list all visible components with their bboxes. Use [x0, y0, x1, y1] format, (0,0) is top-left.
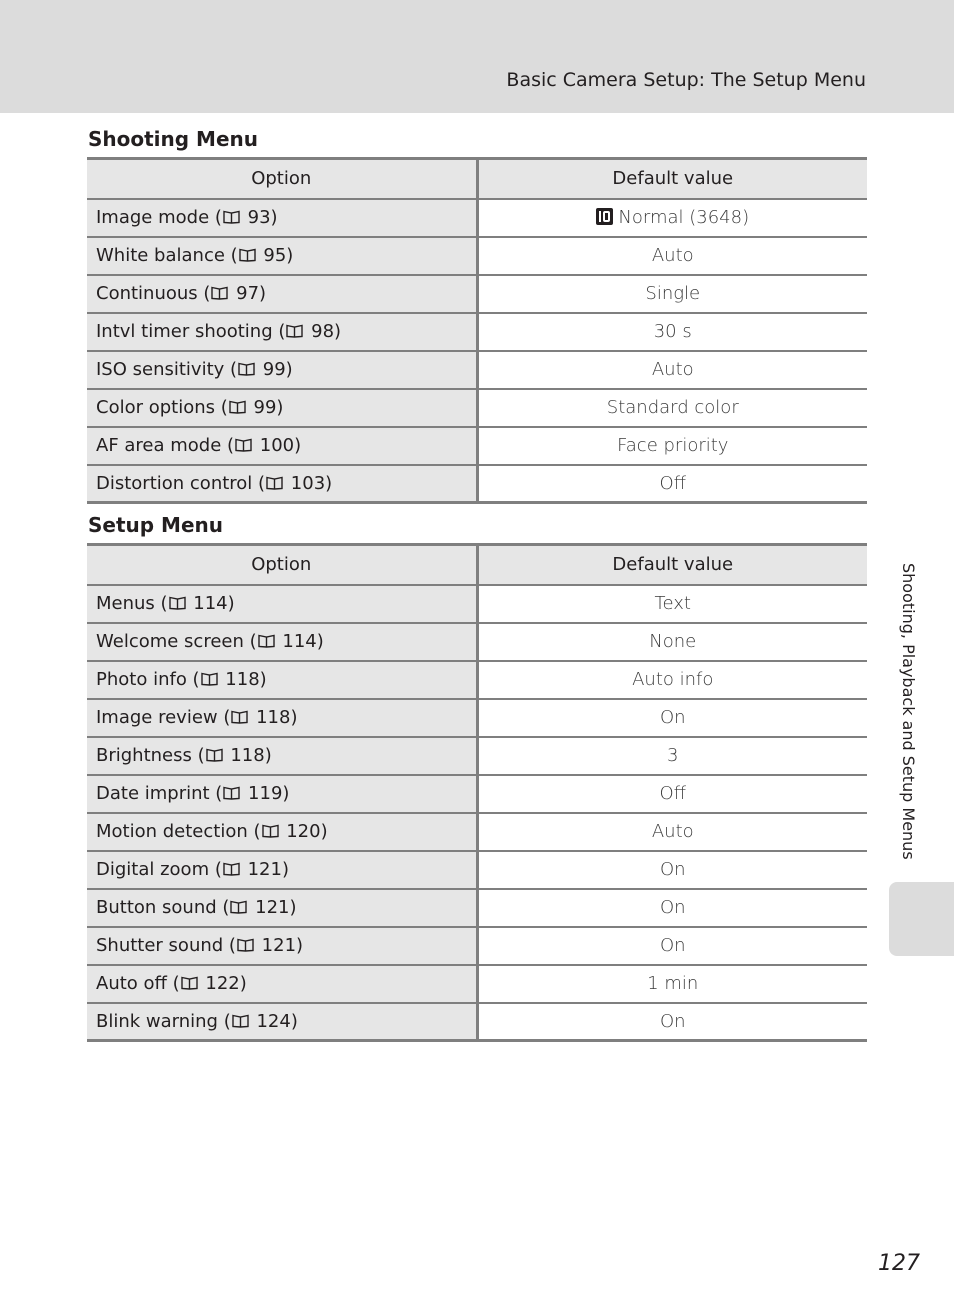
page-reference: 120): [280, 821, 328, 842]
option-cell: [87, 199, 477, 237]
page-reference: 114): [187, 593, 235, 614]
table-row: [87, 851, 867, 889]
default-value-cell: [477, 623, 867, 661]
default-value: On: [659, 707, 686, 728]
option-cell: [87, 737, 477, 775]
option-label: Intvl timer shooting (: [96, 321, 286, 342]
default-value-cell: [477, 927, 867, 965]
book-icon: [266, 474, 283, 488]
setup-menu-table: [87, 543, 867, 1042]
option-label: Button sound (: [96, 897, 230, 918]
book-icon: [223, 208, 240, 222]
option-cell: [87, 389, 477, 427]
default-value: Off: [659, 472, 687, 494]
column-header-option: Option: [87, 159, 477, 199]
book-icon: [223, 860, 240, 874]
default-value-cell: [477, 585, 867, 623]
book-icon: [238, 360, 255, 374]
option-cell: [87, 699, 477, 737]
option-label: Photo info (: [96, 669, 200, 690]
setup-menu-heading: Setup Menu: [88, 513, 223, 537]
table-header-row: [87, 545, 867, 585]
table-row: [87, 313, 867, 351]
option-label: ISO sensitivity (: [96, 359, 238, 380]
default-value: 3: [667, 745, 679, 766]
option-label: Shutter sound (: [96, 935, 236, 956]
option-label: Date imprint (: [96, 783, 223, 804]
option-label: Blink warning (: [96, 1010, 231, 1032]
table-row: [87, 237, 867, 275]
page-reference: 119): [242, 783, 290, 804]
default-value: Single: [645, 283, 701, 304]
column-header-option: Option: [87, 545, 477, 585]
default-value: Auto: [651, 245, 694, 266]
book-icon: [258, 632, 275, 646]
default-value-cell: [477, 965, 867, 1003]
option-cell: [87, 661, 477, 699]
table-row: [87, 813, 867, 851]
default-value: On: [659, 935, 686, 956]
page-reference: 95): [257, 245, 294, 266]
page-reference: 121): [249, 897, 297, 918]
table-row: [87, 1003, 867, 1041]
default-value: Face priority: [617, 435, 729, 456]
default-value-cell: [477, 661, 867, 699]
book-icon: [211, 284, 228, 298]
option-cell: [87, 889, 477, 927]
table-row: [87, 623, 867, 661]
page-reference: 99): [257, 359, 293, 380]
table-row: [87, 275, 867, 313]
column-header-default-value: Default value: [477, 545, 867, 585]
page-reference: 118): [250, 707, 298, 728]
table-row: [87, 775, 867, 813]
option-label: Brightness (: [96, 745, 205, 766]
page-reference: 103): [285, 472, 333, 494]
page-reference: 124): [250, 1010, 298, 1032]
option-cell: [87, 275, 477, 313]
default-value: 1 min: [647, 973, 699, 994]
default-value-cell: [477, 427, 867, 465]
book-icon: [229, 398, 246, 412]
book-icon: [286, 322, 303, 336]
default-value: 30 s: [653, 321, 692, 342]
table-row: [87, 927, 867, 965]
default-value-cell: [477, 813, 867, 851]
option-cell: [87, 965, 477, 1003]
option-cell: [87, 465, 477, 503]
default-value: Standard color: [606, 397, 739, 418]
book-icon: [201, 670, 218, 684]
option-label: Menus (: [96, 593, 168, 614]
option-label: Color options (: [96, 397, 228, 418]
option-cell: [87, 1003, 477, 1041]
image-mode-10m-icon: [596, 208, 613, 225]
page-reference: 121): [255, 935, 304, 956]
default-value: On: [659, 1010, 686, 1032]
table-row: [87, 737, 867, 775]
book-icon: [262, 822, 279, 836]
default-value-cell: [477, 465, 867, 503]
option-label: Image review (: [96, 707, 231, 728]
page-reference: 122): [199, 973, 247, 994]
default-value: Auto: [651, 821, 694, 842]
table-row: [87, 585, 867, 623]
book-icon: [230, 898, 247, 912]
option-cell: [87, 427, 477, 465]
default-value-cell: [477, 737, 867, 775]
book-icon: [169, 594, 186, 608]
column-header-default-value: Default value: [477, 159, 867, 199]
book-icon: [232, 1012, 249, 1026]
default-value: Normal (3648): [618, 207, 750, 228]
header-band: [0, 0, 954, 113]
option-label: Continuous (: [96, 283, 211, 304]
page-number: 127: [878, 1251, 920, 1276]
default-value: Auto info: [632, 669, 714, 690]
option-cell: [87, 775, 477, 813]
page-reference: 97): [230, 283, 267, 304]
shooting-menu-table: [87, 157, 867, 504]
section-tab: [889, 882, 954, 956]
option-cell: [87, 237, 477, 275]
page-reference: 93): [241, 207, 278, 228]
table-row: [87, 465, 867, 503]
option-cell: [87, 623, 477, 661]
page-reference: 100): [254, 435, 302, 456]
book-icon: [181, 974, 198, 988]
option-label: Digital zoom (: [96, 859, 222, 880]
option-label: Distortion control (: [96, 472, 266, 494]
page-reference: 98): [305, 321, 342, 342]
table-row: [87, 965, 867, 1003]
default-value-cell: [477, 351, 867, 389]
default-value-cell: [477, 313, 867, 351]
option-label: Auto off (: [96, 973, 180, 994]
default-value: None: [649, 631, 697, 652]
table-header-row: [87, 159, 867, 199]
default-value: Text: [654, 593, 691, 614]
default-value-cell: [477, 199, 867, 237]
table-row: [87, 889, 867, 927]
default-value-cell: [477, 699, 867, 737]
default-value-cell: [477, 775, 867, 813]
default-value-cell: [477, 237, 867, 275]
option-label: Image mode (: [96, 207, 222, 228]
table-row: [87, 699, 867, 737]
book-icon: [237, 936, 254, 950]
page-reference: 118): [219, 669, 267, 690]
page-reference: 114): [276, 631, 324, 652]
default-value: On: [659, 897, 686, 918]
table-row: [87, 351, 867, 389]
default-value-cell: [477, 889, 867, 927]
default-value-cell: [477, 1003, 867, 1041]
table-row: [87, 427, 867, 465]
default-value-cell: [477, 851, 867, 889]
option-label: AF area mode (: [96, 435, 235, 456]
book-icon: [223, 784, 240, 798]
table-row: [87, 199, 867, 237]
default-value: On: [659, 859, 686, 880]
table-row: [87, 389, 867, 427]
default-value-cell: [477, 275, 867, 313]
default-value-cell: [477, 389, 867, 427]
option-cell: [87, 813, 477, 851]
option-label: White balance (: [96, 245, 238, 266]
option-cell: [87, 351, 477, 389]
default-value: Off: [659, 783, 687, 804]
book-icon: [231, 708, 248, 722]
book-icon: [206, 746, 223, 760]
sidebar-section-label: Shooting, Playback and Setup Menus: [899, 563, 918, 860]
default-value: Auto: [651, 359, 694, 380]
option-cell: [87, 585, 477, 623]
table-row: [87, 661, 867, 699]
option-label: Motion detection (: [96, 821, 261, 842]
page-reference: 99): [247, 397, 284, 418]
option-cell: [87, 313, 477, 351]
option-cell: [87, 851, 477, 889]
option-cell: [87, 927, 477, 965]
book-icon: [235, 436, 252, 450]
page-reference: 118): [224, 745, 272, 766]
header-title: Basic Camera Setup: The Setup Menu: [506, 69, 866, 91]
page-reference: 121): [241, 859, 289, 880]
book-icon: [239, 246, 256, 260]
shooting-menu-heading: Shooting Menu: [88, 127, 258, 151]
option-label: Welcome screen (: [96, 631, 257, 652]
